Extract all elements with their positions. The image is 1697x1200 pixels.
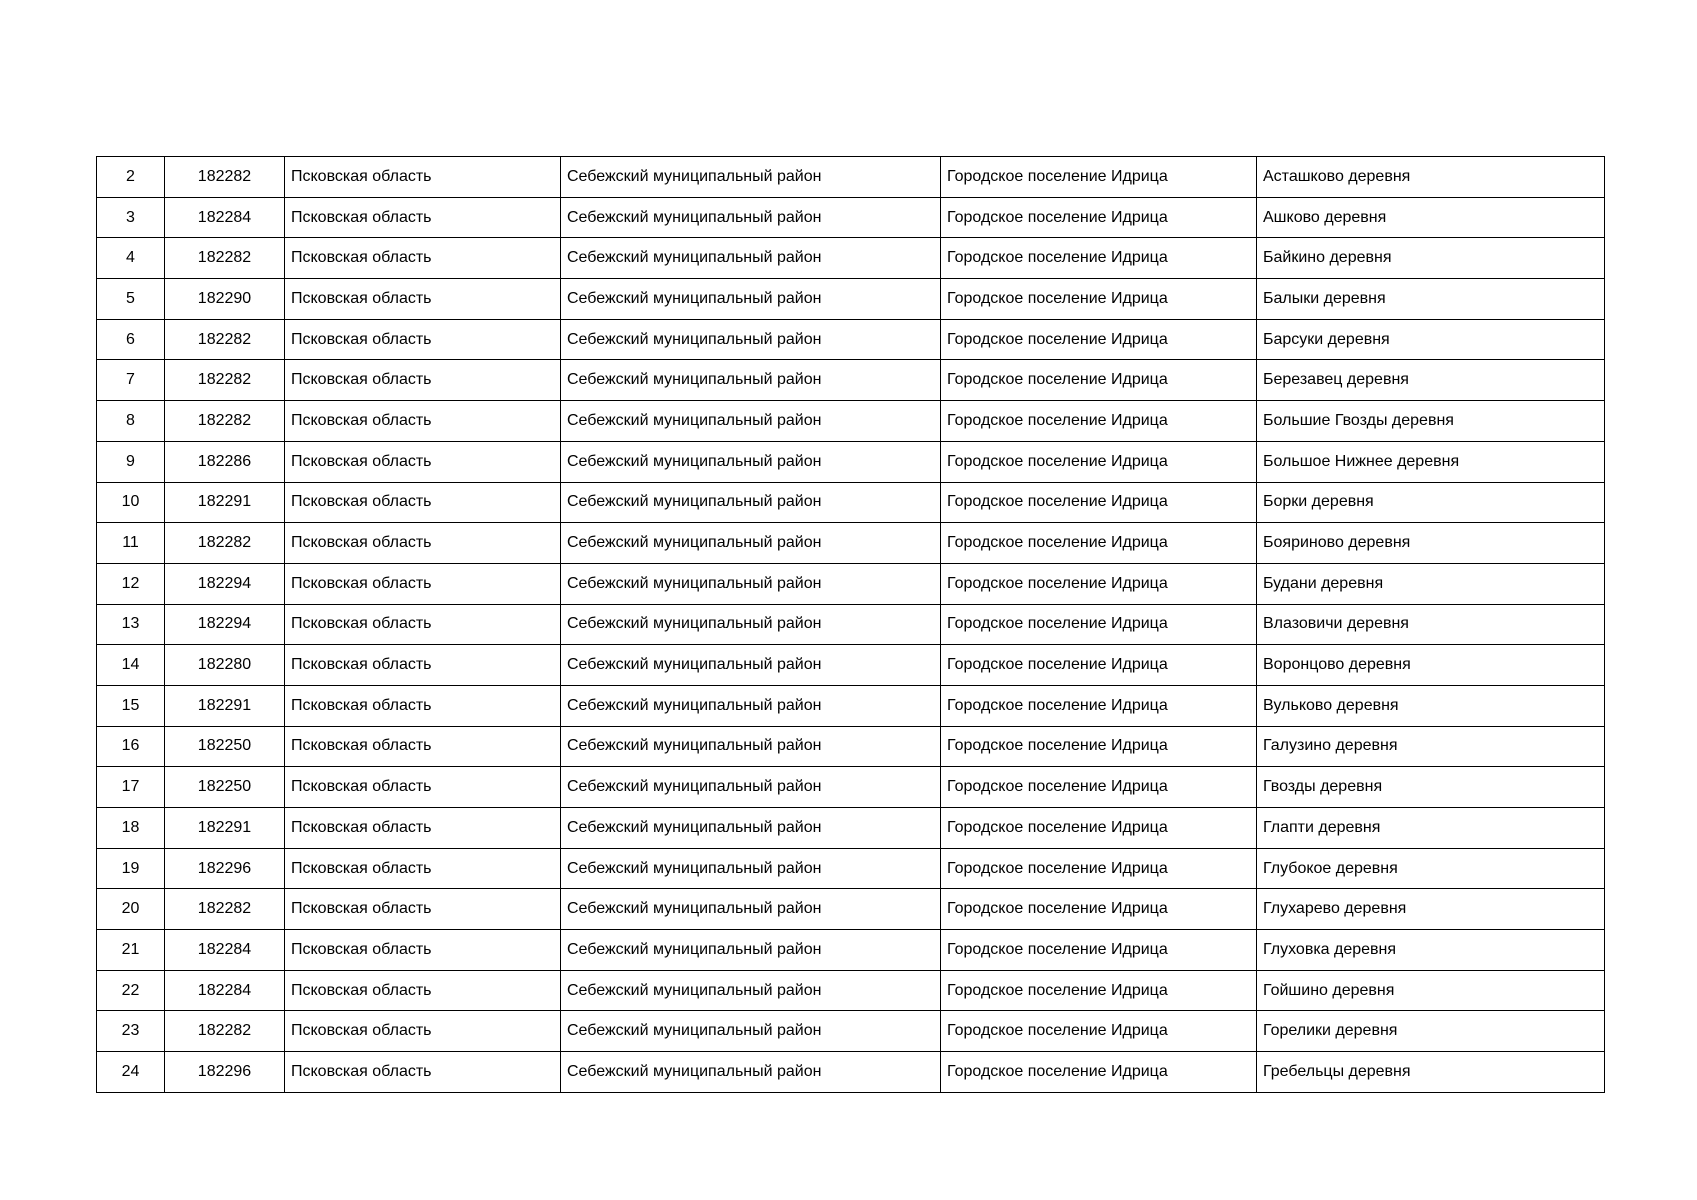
region-cell: Псковская область xyxy=(285,401,561,442)
district-cell: Себежский муниципальный район xyxy=(561,889,941,930)
district-cell: Себежский муниципальный район xyxy=(561,767,941,808)
row-number-cell: 4 xyxy=(97,238,165,279)
locality-cell: Воронцово деревня xyxy=(1257,645,1605,686)
postal-code-cell: 182290 xyxy=(165,279,285,320)
district-cell: Себежский муниципальный район xyxy=(561,645,941,686)
settlement-cell: Городское поселение Идрица xyxy=(941,970,1257,1011)
settlement-cell: Городское поселение Идрица xyxy=(941,726,1257,767)
postal-code-cell: 182282 xyxy=(165,238,285,279)
locality-cell: Большие Гвозды деревня xyxy=(1257,401,1605,442)
district-cell: Себежский муниципальный район xyxy=(561,1052,941,1093)
settlement-cell: Городское поселение Идрица xyxy=(941,645,1257,686)
row-number-cell: 16 xyxy=(97,726,165,767)
table-row xyxy=(97,482,1605,523)
settlements-table xyxy=(96,156,1605,1093)
postal-code-cell: 182291 xyxy=(165,808,285,849)
postal-code-cell: 182282 xyxy=(165,319,285,360)
settlement-cell: Городское поселение Идрица xyxy=(941,157,1257,198)
settlement-cell: Городское поселение Идрица xyxy=(941,279,1257,320)
locality-cell: Глухарево деревня xyxy=(1257,889,1605,930)
region-cell: Псковская область xyxy=(285,604,561,645)
postal-code-cell: 182284 xyxy=(165,930,285,971)
region-cell: Псковская область xyxy=(285,279,561,320)
region-cell: Псковская область xyxy=(285,930,561,971)
settlement-cell: Городское поселение Идрица xyxy=(941,238,1257,279)
region-cell: Псковская область xyxy=(285,441,561,482)
region-cell: Псковская область xyxy=(285,319,561,360)
table-row xyxy=(97,401,1605,442)
region-cell: Псковская область xyxy=(285,563,561,604)
row-number-cell: 9 xyxy=(97,441,165,482)
table-row xyxy=(97,360,1605,401)
row-number-cell: 19 xyxy=(97,848,165,889)
table-row xyxy=(97,319,1605,360)
row-number-cell: 10 xyxy=(97,482,165,523)
district-cell: Себежский муниципальный район xyxy=(561,523,941,564)
district-cell: Себежский муниципальный район xyxy=(561,482,941,523)
district-cell: Себежский муниципальный район xyxy=(561,1011,941,1052)
table-row xyxy=(97,279,1605,320)
settlement-cell: Городское поселение Идрица xyxy=(941,319,1257,360)
district-cell: Себежский муниципальный район xyxy=(561,726,941,767)
table-row xyxy=(97,889,1605,930)
district-cell: Себежский муниципальный район xyxy=(561,401,941,442)
row-number-cell: 2 xyxy=(97,157,165,198)
settlement-cell: Городское поселение Идрица xyxy=(941,441,1257,482)
region-cell: Псковская область xyxy=(285,889,561,930)
postal-code-cell: 182250 xyxy=(165,767,285,808)
settlement-cell: Городское поселение Идрица xyxy=(941,1052,1257,1093)
locality-cell: Барсуки деревня xyxy=(1257,319,1605,360)
table-row xyxy=(97,930,1605,971)
district-cell: Себежский муниципальный район xyxy=(561,685,941,726)
postal-code-cell: 182286 xyxy=(165,441,285,482)
table-row xyxy=(97,563,1605,604)
locality-cell: Галузино деревня xyxy=(1257,726,1605,767)
locality-cell: Глапти деревня xyxy=(1257,808,1605,849)
district-cell: Себежский муниципальный район xyxy=(561,808,941,849)
settlement-cell: Городское поселение Идрица xyxy=(941,482,1257,523)
district-cell: Себежский муниципальный район xyxy=(561,848,941,889)
postal-code-cell: 182294 xyxy=(165,604,285,645)
locality-cell: Глуховка деревня xyxy=(1257,930,1605,971)
settlement-cell: Городское поселение Идрица xyxy=(941,808,1257,849)
postal-code-cell: 182282 xyxy=(165,157,285,198)
postal-code-cell: 182250 xyxy=(165,726,285,767)
row-number-cell: 13 xyxy=(97,604,165,645)
locality-cell: Балыки деревня xyxy=(1257,279,1605,320)
settlement-cell: Городское поселение Идрица xyxy=(941,767,1257,808)
postal-code-cell: 182280 xyxy=(165,645,285,686)
district-cell: Себежский муниципальный район xyxy=(561,157,941,198)
locality-cell: Ашково деревня xyxy=(1257,197,1605,238)
table-row xyxy=(97,157,1605,198)
table-body xyxy=(97,157,1605,1093)
locality-cell: Вульково деревня xyxy=(1257,685,1605,726)
locality-cell: Будани деревня xyxy=(1257,563,1605,604)
region-cell: Псковская область xyxy=(285,360,561,401)
row-number-cell: 8 xyxy=(97,401,165,442)
settlement-cell: Городское поселение Идрица xyxy=(941,848,1257,889)
district-cell: Себежский муниципальный район xyxy=(561,970,941,1011)
row-number-cell: 17 xyxy=(97,767,165,808)
postal-code-cell: 182284 xyxy=(165,970,285,1011)
district-cell: Себежский муниципальный район xyxy=(561,238,941,279)
settlement-cell: Городское поселение Идрица xyxy=(941,563,1257,604)
region-cell: Псковская область xyxy=(285,970,561,1011)
locality-cell: Гвозды деревня xyxy=(1257,767,1605,808)
locality-cell: Бояриново деревня xyxy=(1257,523,1605,564)
settlement-cell: Городское поселение Идрица xyxy=(941,889,1257,930)
locality-cell: Гребельцы деревня xyxy=(1257,1052,1605,1093)
settlement-cell: Городское поселение Идрица xyxy=(941,1011,1257,1052)
region-cell: Псковская область xyxy=(285,1052,561,1093)
table-row xyxy=(97,808,1605,849)
district-cell: Себежский муниципальный район xyxy=(561,319,941,360)
postal-code-cell: 182294 xyxy=(165,563,285,604)
locality-cell: Байкино деревня xyxy=(1257,238,1605,279)
table-row xyxy=(97,726,1605,767)
table-row xyxy=(97,1052,1605,1093)
table-row xyxy=(97,604,1605,645)
row-number-cell: 15 xyxy=(97,685,165,726)
locality-cell: Гойшино деревня xyxy=(1257,970,1605,1011)
row-number-cell: 5 xyxy=(97,279,165,320)
settlement-cell: Городское поселение Идрица xyxy=(941,604,1257,645)
table-row xyxy=(97,1011,1605,1052)
postal-code-cell: 182282 xyxy=(165,401,285,442)
table-row xyxy=(97,238,1605,279)
settlement-cell: Городское поселение Идрица xyxy=(941,401,1257,442)
settlement-cell: Городское поселение Идрица xyxy=(941,685,1257,726)
settlement-cell: Городское поселение Идрица xyxy=(941,523,1257,564)
locality-cell: Березавец деревня xyxy=(1257,360,1605,401)
locality-cell: Асташково деревня xyxy=(1257,157,1605,198)
region-cell: Псковская область xyxy=(285,238,561,279)
region-cell: Псковская область xyxy=(285,808,561,849)
postal-code-cell: 182291 xyxy=(165,685,285,726)
district-cell: Себежский муниципальный район xyxy=(561,563,941,604)
row-number-cell: 14 xyxy=(97,645,165,686)
settlement-cell: Городское поселение Идрица xyxy=(941,197,1257,238)
postal-code-cell: 182284 xyxy=(165,197,285,238)
region-cell: Псковская область xyxy=(285,482,561,523)
locality-cell: Глубокое деревня xyxy=(1257,848,1605,889)
postal-code-cell: 182282 xyxy=(165,360,285,401)
district-cell: Себежский муниципальный район xyxy=(561,604,941,645)
row-number-cell: 6 xyxy=(97,319,165,360)
postal-code-cell: 182296 xyxy=(165,848,285,889)
table-row xyxy=(97,645,1605,686)
postal-code-cell: 182282 xyxy=(165,1011,285,1052)
district-cell: Себежский муниципальный район xyxy=(561,360,941,401)
row-number-cell: 24 xyxy=(97,1052,165,1093)
region-cell: Псковская область xyxy=(285,645,561,686)
locality-cell: Большое Нижнее деревня xyxy=(1257,441,1605,482)
table-row xyxy=(97,767,1605,808)
table-row xyxy=(97,197,1605,238)
postal-code-cell: 182291 xyxy=(165,482,285,523)
locality-cell: Горелики деревня xyxy=(1257,1011,1605,1052)
row-number-cell: 12 xyxy=(97,563,165,604)
row-number-cell: 7 xyxy=(97,360,165,401)
row-number-cell: 11 xyxy=(97,523,165,564)
district-cell: Себежский муниципальный район xyxy=(561,197,941,238)
row-number-cell: 22 xyxy=(97,970,165,1011)
table-row xyxy=(97,441,1605,482)
row-number-cell: 23 xyxy=(97,1011,165,1052)
region-cell: Псковская область xyxy=(285,157,561,198)
table-row xyxy=(97,848,1605,889)
district-cell: Себежский муниципальный район xyxy=(561,930,941,971)
region-cell: Псковская область xyxy=(285,197,561,238)
region-cell: Псковская область xyxy=(285,1011,561,1052)
region-cell: Псковская область xyxy=(285,726,561,767)
table-row xyxy=(97,523,1605,564)
settlement-cell: Городское поселение Идрица xyxy=(941,930,1257,971)
table-row xyxy=(97,685,1605,726)
region-cell: Псковская область xyxy=(285,523,561,564)
district-cell: Себежский муниципальный район xyxy=(561,441,941,482)
locality-cell: Влазовичи деревня xyxy=(1257,604,1605,645)
region-cell: Псковская область xyxy=(285,848,561,889)
postal-code-cell: 182282 xyxy=(165,889,285,930)
row-number-cell: 3 xyxy=(97,197,165,238)
region-cell: Псковская область xyxy=(285,767,561,808)
postal-code-cell: 182282 xyxy=(165,523,285,564)
row-number-cell: 21 xyxy=(97,930,165,971)
district-cell: Себежский муниципальный район xyxy=(561,279,941,320)
region-cell: Псковская область xyxy=(285,685,561,726)
locality-cell: Борки деревня xyxy=(1257,482,1605,523)
row-number-cell: 18 xyxy=(97,808,165,849)
postal-code-cell: 182296 xyxy=(165,1052,285,1093)
settlement-cell: Городское поселение Идрица xyxy=(941,360,1257,401)
row-number-cell: 20 xyxy=(97,889,165,930)
table-row xyxy=(97,970,1605,1011)
